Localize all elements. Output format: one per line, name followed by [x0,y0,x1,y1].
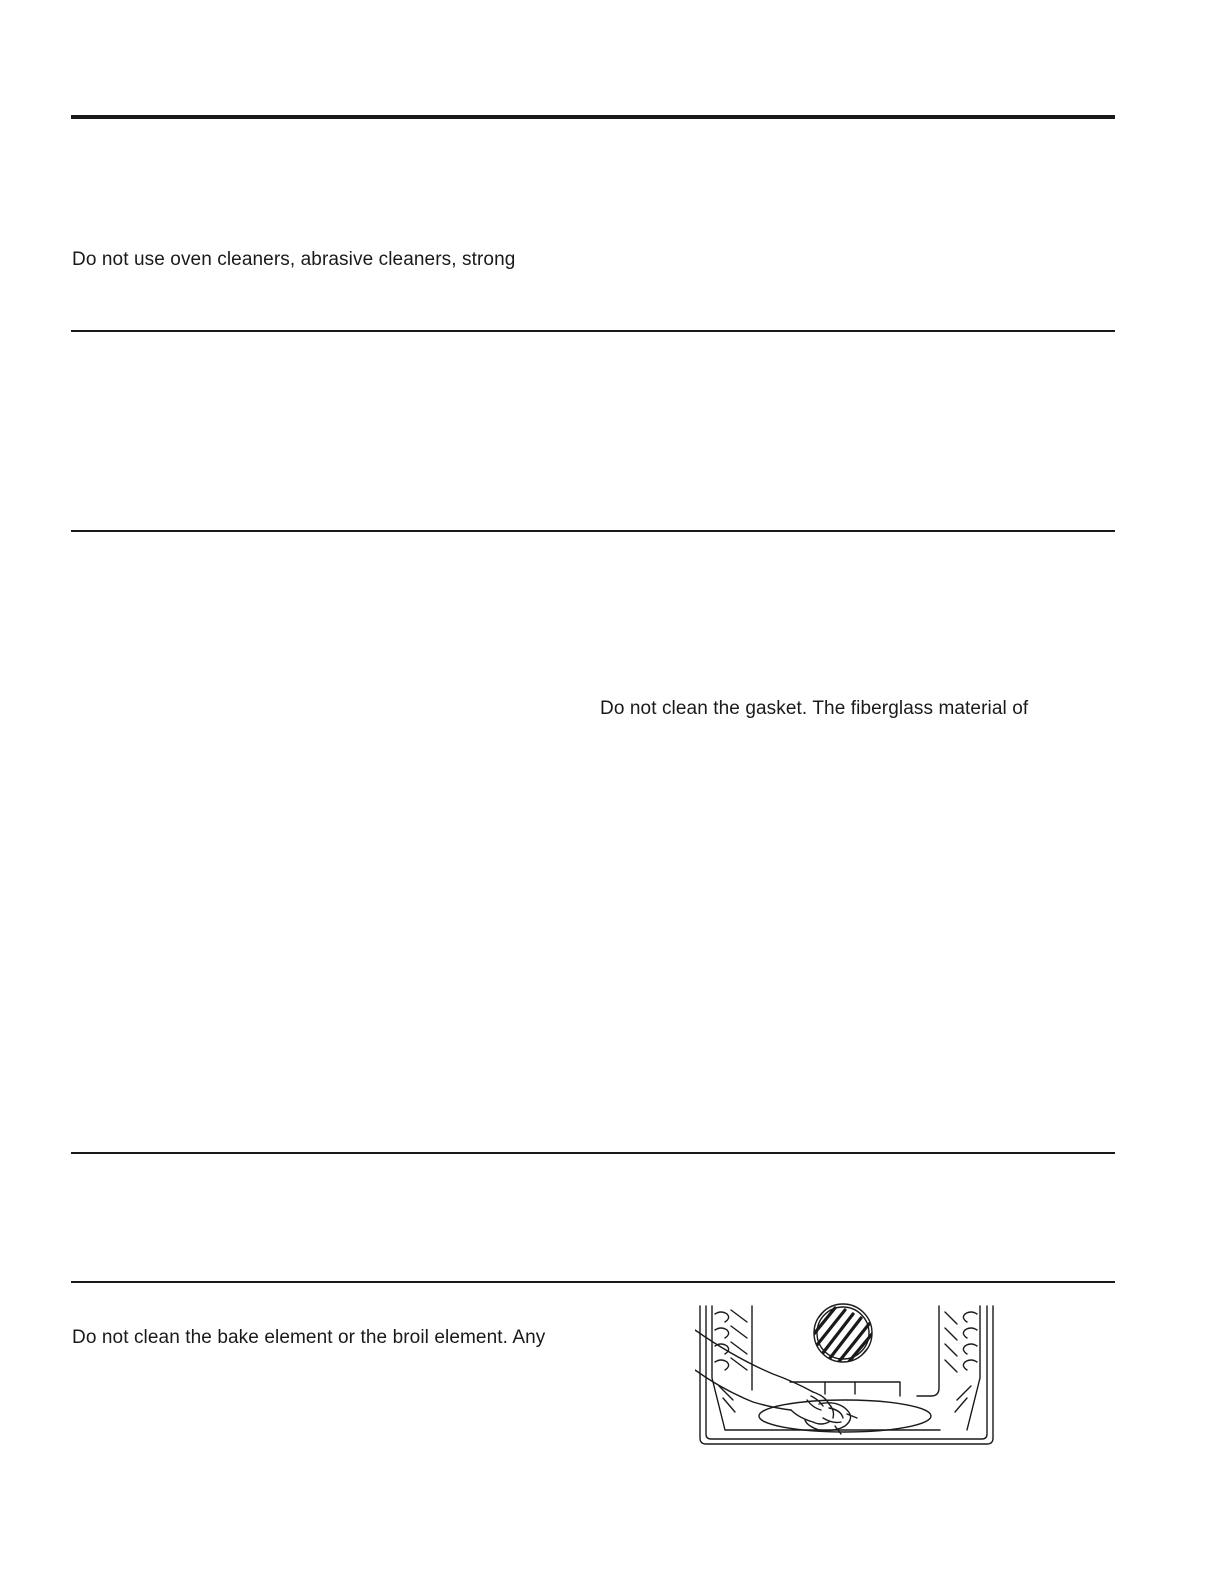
oven-cleaner-warning-text: Do not use oven cleaners, abrasive cleaners, strong [72,249,516,270]
section-divider-1 [71,330,1115,332]
gasket-warning-text: Do not clean the gasket. The fiberglass material of [600,698,1029,719]
hand-wiping-oven-floor-illustration [695,1300,1000,1448]
section-divider-4 [71,1281,1115,1283]
header-rule [71,115,1115,119]
section-divider-3 [71,1152,1115,1154]
section-divider-2 [71,530,1115,532]
elements-warning-text: Do not clean the bake element or the broil element. Any [72,1327,546,1348]
